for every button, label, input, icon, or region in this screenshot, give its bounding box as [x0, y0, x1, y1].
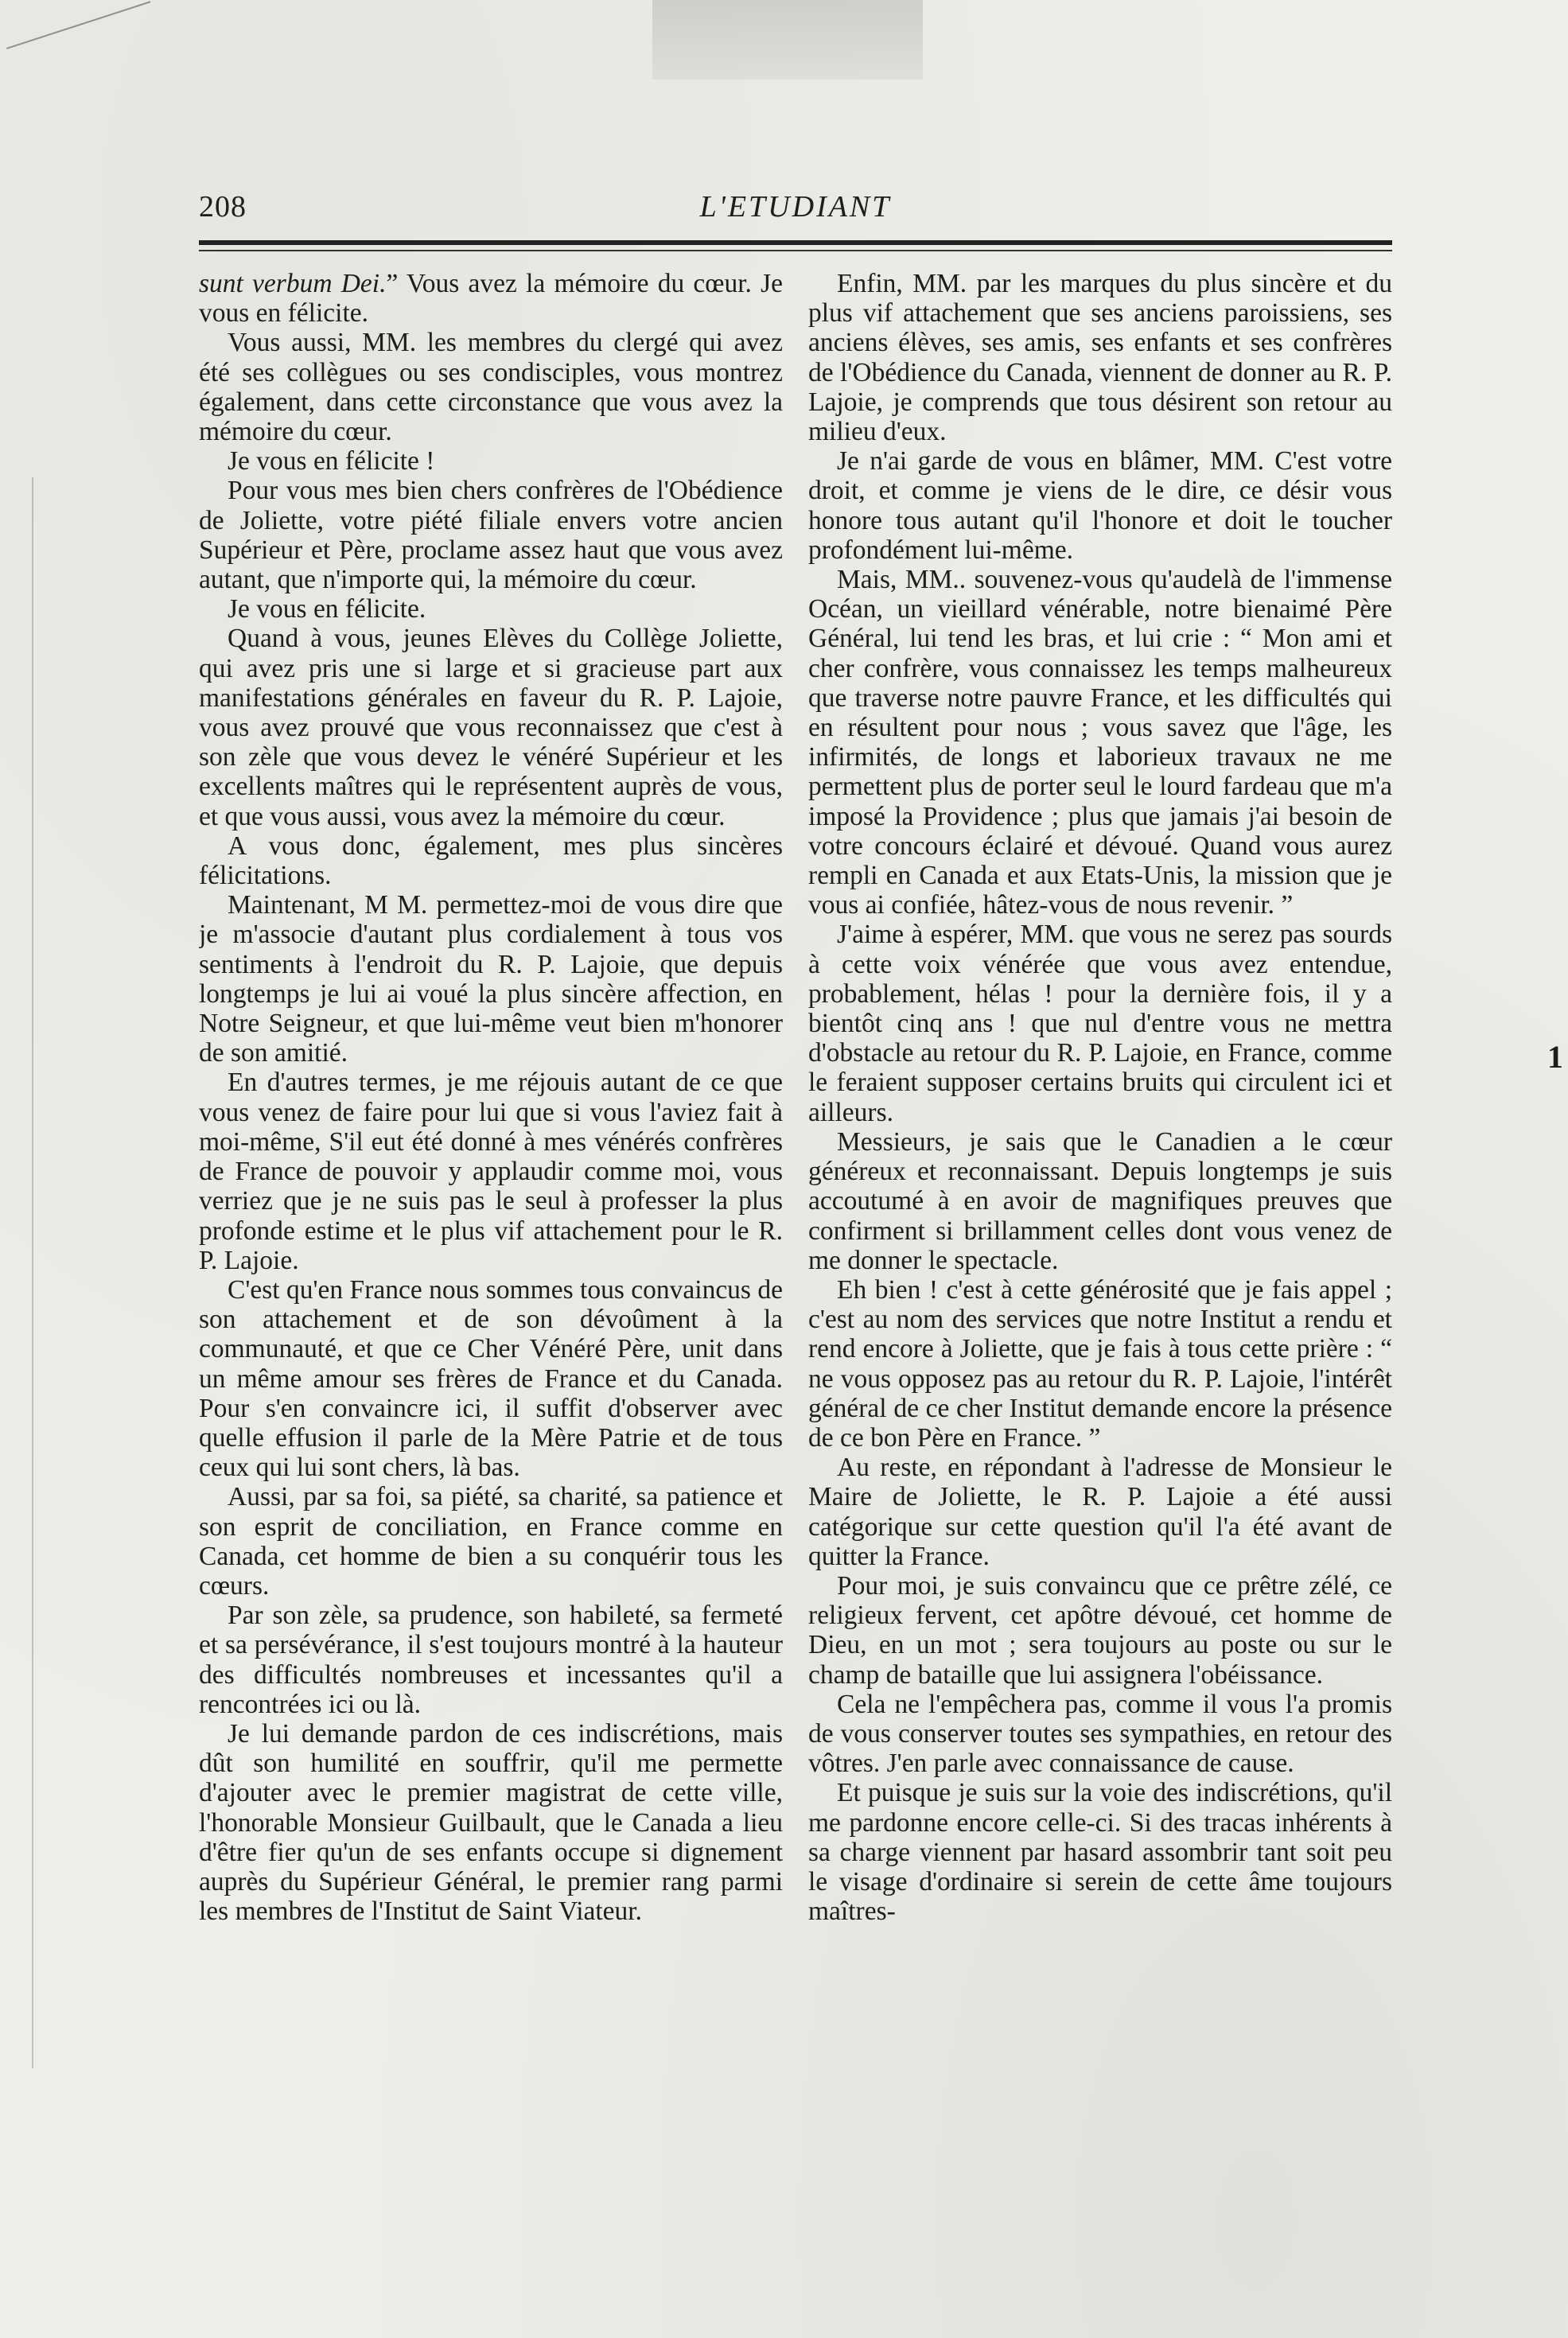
- right-column: [808, 269, 1392, 2305]
- paragraph: En d'autres termes, je me réjouis autant de ce que vous venez de faire pour lui que si vous l'aviez fait à moi-même, S'il eut été donné à mes vénérés confrères de France de pouvoir y applaudir comme moi, vous verriez que je ne suis pas le seul à professer la plus profonde estime et le plus vif attachement pour le R. P. Lajoie.: [199, 1068, 783, 1275]
- running-title: L'ETUDIANT: [699, 190, 892, 224]
- paragraph: Par son zèle, sa prudence, son habileté, sa fermeté et sa persévérance, il s'est toujours montré à la hauteur des difficultés nombreuses et incessantes qu'il a rencontrées ici ou là.: [199, 1601, 783, 1719]
- left-column: [199, 269, 783, 2305]
- paragraph: Enfin, MM. par les marques du plus sincère et du plus vif attachement que ses anciens paroissiens, ses anciens élèves, ses amis, ses enfants et ses confrères de l'Obédience du Canada, viennent de donner au R. P. Lajoie, je comprends que tous désirent son retour au milieu d'eux.: [808, 269, 1392, 447]
- paragraph: Et puisque je suis sur la voie des indiscrétions, qu'il me pardonne encore celle-ci. Si des tracas inhérents à sa charge viennent par hasard assombrir tant soit peu le visage d'ordinaire si serein de cette âme toujours maîtres-: [808, 1778, 1392, 1927]
- paragraph: Je vous en félicite.: [228, 594, 426, 624]
- paragraph: Pour moi, je suis convaincu que ce prêtre zélé, ce religieux fervent, cet apôtre dévoué, cet homme de Dieu, en un mot ; sera toujours au poste ou sur le champ de bataille que lui assignera l'obéissance.: [808, 1570, 1392, 1690]
- paragraph: Cela ne l'empêchera pas, comme il vous l'a promis de vous conserver toutes ses sympathies, en retour des vôtres. J'en parle avec connaissance de cause.: [808, 1689, 1392, 1779]
- paragraph: Messieurs, je sais que le Canadien a le cœur généreux et reconnaissant. Depuis longtemps je suis accoutumé à en avoir de magnifiques preuves que confirment si brillamment celles dont vous venez de me donner le spectacle.: [808, 1126, 1392, 1275]
- paragraph: Maintenant, M M. permettez-moi de vous dire que je m'associe d'autant plus cordialement à tous vos sentiments à l'endroit du R. P. Lajoie, que depuis longtemps je lui ai voué la plus sincère affection, en Notre Seigneur, et que lui-même veut bien m'honorer de son amitié.: [199, 890, 783, 1068]
- paragraph: [199, 269, 783, 328]
- paragraph: Eh bien ! c'est à cette générosité que je fais appel ; c'est au nom des services que notre Institut a rendu et rend encore à Joliette, que je fais à tous cette prière : “ ne vous opposez pas au retour du R. P. Lajoie, l'intérêt général de ce cher Institut demande encore la présence de ce bon Père en France. ”: [808, 1274, 1392, 1453]
- paragraph: Au reste, en répondant à l'adresse de Monsieur le Maire de Joliette, le R. P. Lajoie a été aussi catégorique sur cette question qu'il l'a été avant de quitter la France.: [808, 1453, 1392, 1571]
- latin-quote: sunt verbum Dei.: [199, 269, 387, 298]
- paragraph: Je vous en félicite !: [228, 446, 435, 477]
- paragraph: Pour vous mes bien chers confrères de l'Obédience de Joliette, votre piété filiale envers votre ancien Supérieur et Père, proclame assez haut que vous avez autant, que n'importe qui, la mémoire du cœur.: [199, 476, 783, 595]
- paragraph-text: ” Vous avez la mémoire du cœur. Je vous en félicite.: [199, 269, 783, 329]
- corner-crease: [6, 1, 150, 49]
- margin-mark: 1: [1547, 1039, 1563, 1075]
- header-rule-thin: [199, 250, 1392, 251]
- paragraph: Vous aussi, MM. les membres du clergé qui avez été ses collègues ou ses condisciples, vous montrez également, dans cette circonstance que vous avez la mémoire du cœur.: [199, 328, 783, 447]
- paper-fold-shadow: [652, 0, 923, 80]
- paragraph: J'aime à espérer, MM. que vous ne serez pas sourds à cette voix vénérée que vous avez entendue, probablement, hélas ! pour la dernière fois, il y a bientôt cinq ans ! que nul d'entre vous ne mettra d'obstacle au retour du R. P. Lajoie, en France, comme le feraient supposer certains bruits qui circulent ici et ailleurs.: [808, 920, 1392, 1127]
- paragraph: Mais, MM.. souvenez-vous qu'audelà de l'immense Océan, un vieillard vénérable, notre bienaimé Père Général, lui tend les bras, et lui crie : “ Mon ami et cher confrère, vous connaissez les temps malheureux que traverse notre pauvre France, et les difficultés qui en résultent pour nous ; vous savez que l'âge, les infirmités, de longs et laborieux travaux ne me permettent plus de porter seul le lourd fardeau que m'a imposé la Providence ; plus que jamais j'ai besoin de votre concours éclairé et dévoué. Quand vous aurez rempli en Canada et aux Etats-Unis, la mission que je vous ai confiée, hâtez-vous de nous revenir. ”: [808, 565, 1392, 920]
- paragraph: Aussi, par sa foi, sa piété, sa charité, sa patience et son esprit de conciliation, en France comme en Canada, cet homme de bien a su conquérir tous les cœurs.: [199, 1482, 783, 1601]
- paragraph: Quand à vous, jeunes Elèves du Collège Joliette, qui avez pris une si large et si gracieuse part aux manifestations générales en faveur du R. P. Lajoie, vous avez prouvé que vous reconnaissez que c'est à son zèle que vous devez le vénéré Supérieur et les excellents maîtres qui le représentent auprès de vous, et que vous aussi, vous avez la mémoire du cœur.: [199, 624, 783, 831]
- paragraph: Je lui demande pardon de ces indiscrétions, mais dût son humilité en souffrir, qu'il me permette d'ajouter avec le premier magistrat de cette ville, l'honorable Monsieur Guilbault, que le Canada a lieu d'être fier qu'un de ses enfants occupe si dignement auprès du Supérieur Général, le premier rang parmi les membres de l'Institut de Saint Viateur.: [199, 1718, 783, 1927]
- paragraph: Je n'ai garde de vous en blâmer, MM. C'est votre droit, et comme je viens de le dire, ce désir vous honore tous autant qu'il l'honore et doit le toucher profondément lui-même.: [808, 446, 1392, 565]
- header-rule-thick: [199, 240, 1392, 245]
- paragraph: A vous donc, également, mes plus sincères félicitations.: [199, 831, 783, 891]
- page-header: [199, 189, 1392, 237]
- paragraph: C'est qu'en France nous sommes tous convaincus de son attachement et de son dévoûment à la communauté, et que ce Cher Vénéré Père, unit dans un même amour ses frères de France et du Canada. Pour s'en convaincre ici, il suffit d'observer avec quelle effusion il parle de la Mère Patrie et de tous ceux qui lui sont chers, là bas.: [199, 1274, 783, 1483]
- page-number: 208: [199, 190, 247, 224]
- margin-shadow-line: [32, 477, 33, 2068]
